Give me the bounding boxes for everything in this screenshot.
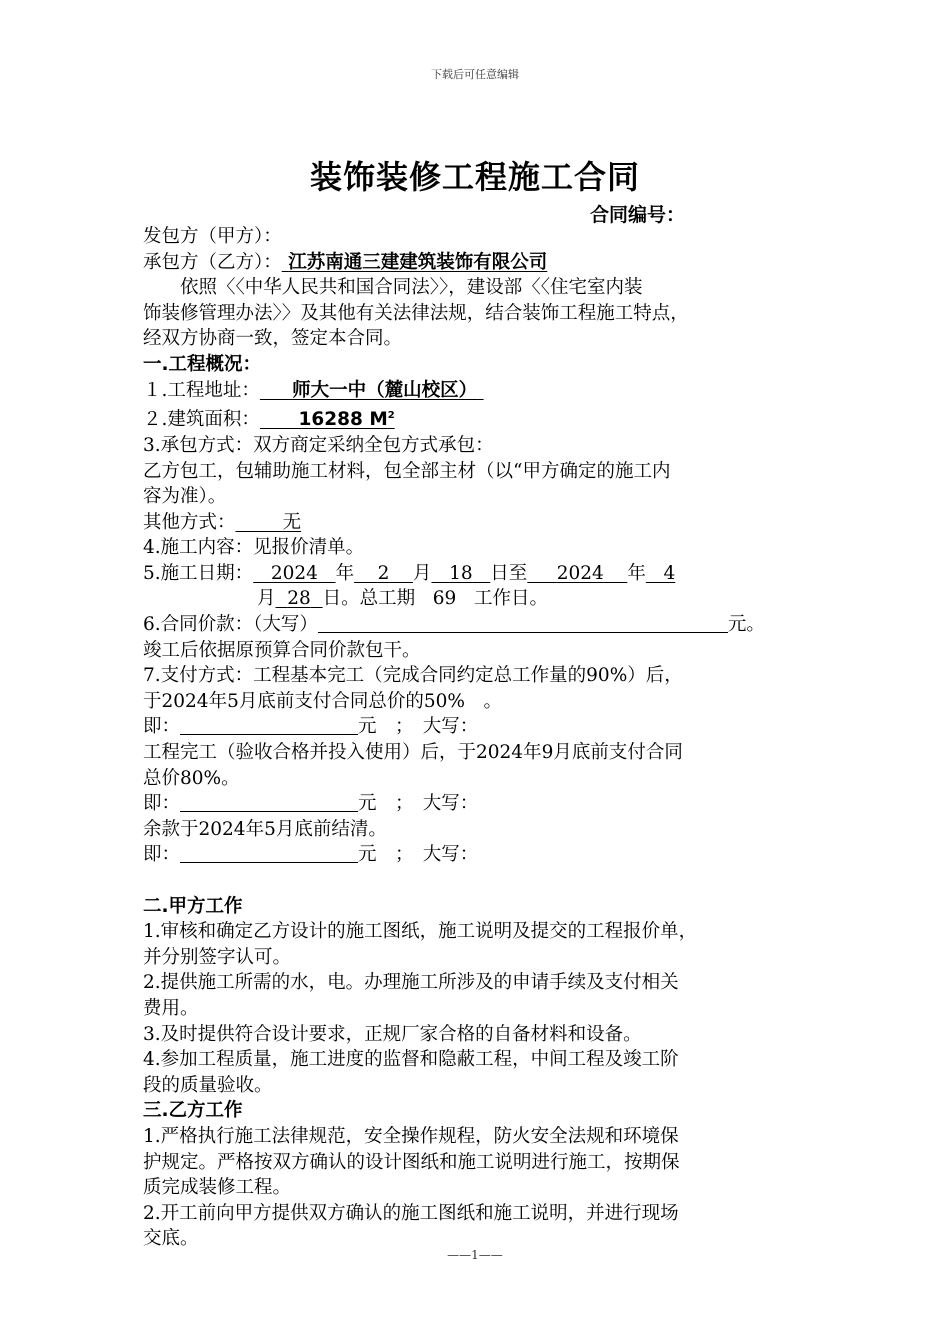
contract-price: 6.合同价款：（大写） 元。 bbox=[143, 614, 765, 636]
s2-line: 并分别签字认可。 bbox=[143, 946, 292, 968]
payment-1: 7.支付方式：工程基本完工（完成合同约定总工作量的90%）后， bbox=[143, 665, 683, 687]
payment-amount-2: 即： 元 ； 大写： bbox=[143, 793, 479, 815]
content-line: 4.施工内容：见报价清单。 bbox=[143, 537, 365, 559]
contract-mode: 3.承包方式：双方商定采纳全包方式承包： bbox=[143, 434, 494, 456]
payment-amount-1: 即： 元 ； 大写： bbox=[143, 716, 479, 738]
s2-line: 费用。 bbox=[143, 997, 199, 1019]
s2-line: 1.审核和确定乙方设计的施工图纸，施工说明及提交的工程报价单， bbox=[143, 921, 698, 943]
payment-2: 于2024年5月底前支付合同总价的50% 。 bbox=[143, 690, 502, 712]
price-note: 竣工后依据原预算合同价款包干。 bbox=[143, 639, 421, 661]
s3-line: 质完成装修工程。 bbox=[143, 1177, 292, 1199]
schedule-line-1: 5.施工日期： 2024 年 2 月 18 日至 2024 年 4 bbox=[143, 562, 676, 584]
party-a-line: 发包方（甲方）： bbox=[143, 226, 282, 247]
page-number: ——1—— bbox=[447, 1248, 503, 1262]
section-1-heading: 一.工程概况： bbox=[143, 353, 262, 375]
intro-line-3: 经双方协商一致，签定本合同。 bbox=[143, 328, 403, 350]
header-note: 下载后可任意编辑 bbox=[431, 68, 519, 81]
s2-line: 3.及时提供符合设计要求，正规厂家合格的自备材料和设备。 bbox=[143, 1023, 642, 1045]
party-b-line: 承包方（乙方）： 江苏南通三建建筑装饰有限公司 bbox=[143, 251, 548, 273]
contract-body bbox=[143, 224, 823, 1252]
section-3-heading: 三.乙方工作 bbox=[143, 1100, 243, 1122]
s2-line: 4.参加工程质量，施工进度的监督和隐蔽工程，中间工程及竣工阶 bbox=[143, 1049, 679, 1071]
s2-line: 段的质量验收。 bbox=[143, 1074, 273, 1096]
contract-number-label: 合同编号： bbox=[590, 204, 686, 226]
building-area: ２.建筑面积： 16288 $M^2$ bbox=[143, 409, 395, 431]
s3-line: 护规定。严格按双方确认的设计图纸和施工说明进行施工，按期保 bbox=[143, 1151, 680, 1173]
project-address: １.工程地址： 师大一中（麓山校区） bbox=[143, 379, 478, 401]
payment-4: 总价80%。 bbox=[143, 767, 240, 789]
other-mode: 其他方式： 无 bbox=[143, 511, 302, 533]
party-b-name: 江苏南通三建建筑装饰有限公司 bbox=[288, 251, 548, 273]
s3-line: 交底。 bbox=[143, 1228, 199, 1250]
s3-line: 2.开工前向甲方提供双方确认的施工图纸和施工说明，并进行现场 bbox=[143, 1202, 679, 1224]
s3-line: 1.严格执行施工法律规范，安全操作规程，防火安全法规和环境保 bbox=[143, 1125, 679, 1147]
schedule-line-2: 月 28 日。总工期 69 工作日。 bbox=[257, 588, 548, 610]
payment-amount-3: 即： 元 ； 大写： bbox=[143, 844, 479, 866]
page-title: 装饰装修工程施工合同 bbox=[309, 158, 640, 196]
payment-3: 工程完工（验收合格并投入使用）后，于2024年9月底前支付合同 bbox=[143, 742, 683, 764]
intro-line-1: 依照〈〈中华人民共和国合同法〉〉，建设部〈〈住宅室内装 bbox=[180, 277, 643, 299]
intro-line-2: 饰装修管理办法〉〉及其他有关法律法规，结合装饰工程施工特点， bbox=[143, 302, 689, 324]
s2-line: 2.提供施工所需的水，电。办理施工所涉及的申请手续及支付相关 bbox=[143, 972, 679, 994]
payment-5: 余款于2024年5月底前结清。 bbox=[143, 818, 387, 840]
mode-desc-1: 乙方包工，包辅助施工材料，包全部主材（以“甲方确定的施工内 bbox=[143, 460, 671, 482]
section-2-heading: 二.甲方工作 bbox=[143, 895, 243, 917]
mode-desc-2: 容为准）。 bbox=[143, 486, 227, 508]
